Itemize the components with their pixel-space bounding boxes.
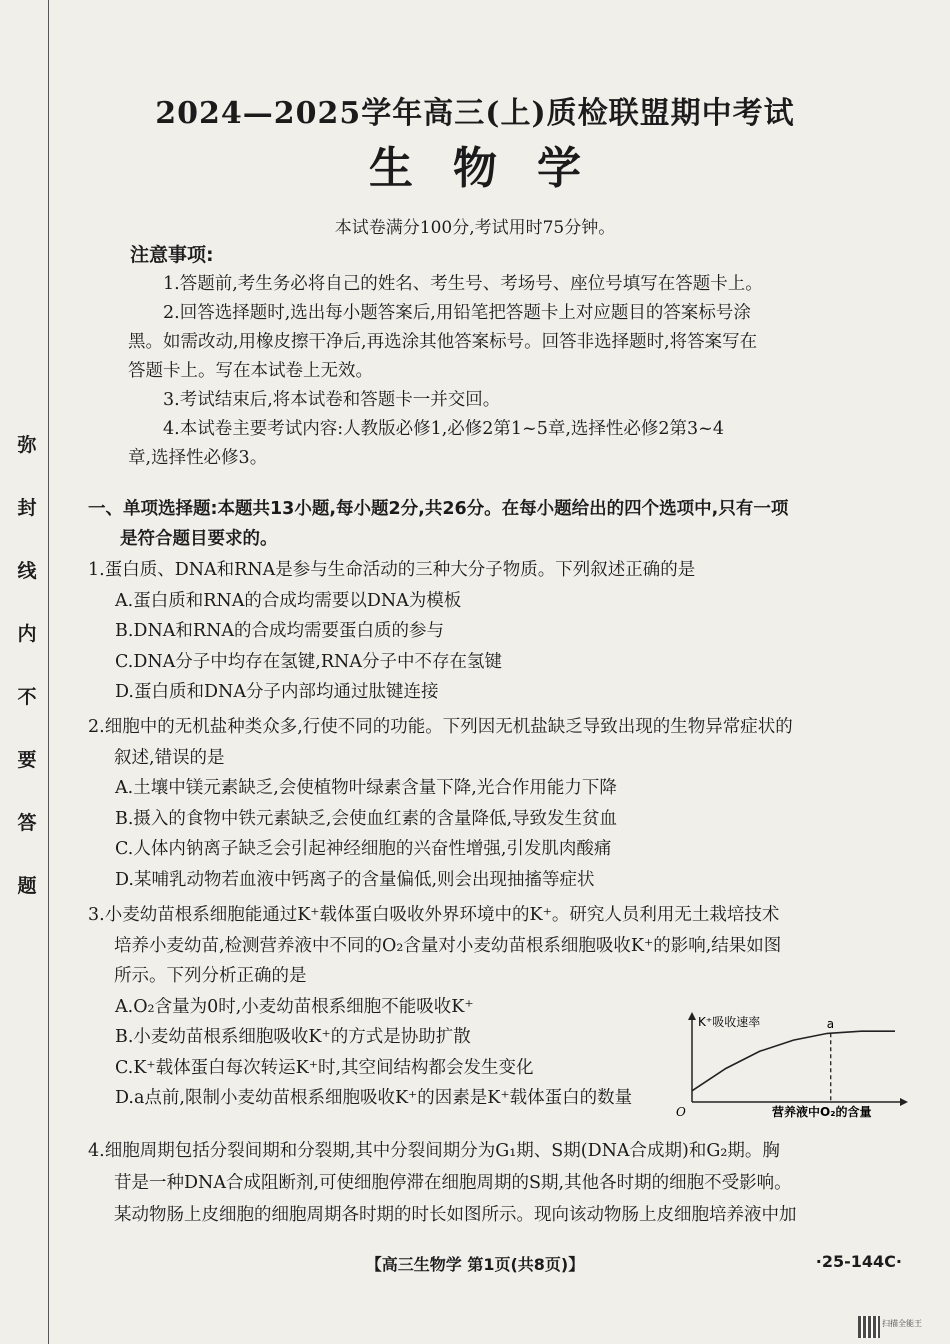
question-stem: 4.细胞周期包括分裂间期和分裂期,其中分裂间期分为G₁期、S期(DNA合成期)和G₂期。胸 xyxy=(88,1141,780,1161)
margin-char: 答 xyxy=(17,812,37,834)
option-d: D.a点前,限制小麦幼苗根系细胞吸收K⁺的因素是K⁺载体蛋白的数量 xyxy=(115,1088,633,1108)
option-b: B.DNA和RNA的合成均需要蛋白质的参与 xyxy=(115,621,445,641)
x-axis-label: 营养液中O₂的含量 xyxy=(772,1105,872,1119)
chart-svg xyxy=(670,1012,910,1120)
binding-margin-text xyxy=(12,430,42,898)
notes-heading: 注意事项: xyxy=(130,244,214,266)
option-c: C.DNA分子中均存在氢键,RNA分子中不存在氢键 xyxy=(115,651,502,672)
margin-char: 弥 xyxy=(17,434,37,456)
question-stem: 培养小麦幼苗,检测营养液中不同的O₂含量对小麦幼苗根系细胞吸收K⁺的影响,结果如图 xyxy=(114,935,782,956)
subject-title: 生物学 xyxy=(369,143,621,194)
option-c: C.K⁺载体蛋白每次转运K⁺时,其空间结构都会发生变化 xyxy=(115,1057,534,1078)
option-b: B.小麦幼苗根系细胞吸收K⁺的方式是协助扩散 xyxy=(115,1027,471,1047)
note-item: 2.回答选择题时,选出每小题答案后,用铅笔把答题卡上对应题目的答案标号涂 xyxy=(163,303,751,323)
margin-char: 要 xyxy=(17,749,37,771)
margin-char: 线 xyxy=(17,560,37,582)
x-axis-arrow xyxy=(900,1098,908,1106)
question-stem: 苷是一种DNA合成阻断剂,可使细胞停滞在细胞周期的S期,其他各时期的细胞不受影响。 xyxy=(114,1173,792,1193)
option-a: A.土壤中镁元素缺乏,会使植物叶绿素含量下降,光合作用能力下降 xyxy=(115,778,617,798)
question-stem: 3.小麦幼苗根系细胞能通过K⁺载体蛋白吸收外界环境中的K⁺。研究人员利用无土栽培技术 xyxy=(88,905,780,925)
scanner-watermark: 扫描全能王 xyxy=(882,1319,922,1328)
note-item: 答题卡上。写在本试卷上无效。 xyxy=(128,361,373,381)
y-axis-label: K⁺吸收速率 xyxy=(698,1015,761,1029)
option-c: C.人体内钠离子缺乏会引起神经细胞的兴奋性增强,引发肌肉酸痛 xyxy=(115,839,612,859)
k-uptake-chart xyxy=(670,1012,910,1120)
section-line: 是符合题目要求的。 xyxy=(120,529,278,549)
margin-char: 题 xyxy=(17,875,37,897)
question-2 xyxy=(88,712,908,895)
origin-label: O xyxy=(676,1105,686,1119)
question-4 xyxy=(88,1135,908,1231)
qr-code-icon xyxy=(858,1316,880,1338)
note-item: 黑。如需改动,用橡皮擦干净后,再选涂其他答案标号。回答非选择题时,将答案写在 xyxy=(128,332,758,352)
note-item: 章,选择性必修3。 xyxy=(128,448,268,468)
exam-info: 本试卷满分100分,考试用时75分钟。 xyxy=(334,218,616,238)
y-axis-arrow xyxy=(688,1012,696,1020)
option-a: A.蛋白质和RNA的合成均需要以DNA为模板 xyxy=(115,590,462,611)
question-stem: 所示。下列分析正确的是 xyxy=(114,966,307,986)
margin-char: 封 xyxy=(17,497,37,519)
note-item: 1.答题前,考生务必将自己的姓名、考生号、考场号、座位号填写在答题卡上。 xyxy=(163,274,763,294)
page-footer: 【高三生物学 第1页(共8页)】 xyxy=(365,1255,585,1274)
margin-char: 不 xyxy=(17,686,37,708)
notes-list xyxy=(128,270,868,473)
section-heading xyxy=(88,494,878,554)
section-line: 一、单项选择题:本题共13小题,每小题2分,共26分。在每小题给出的四个选项中,只有一项 xyxy=(88,499,789,519)
binding-line xyxy=(48,0,49,1344)
paper-code: ·25-144C· xyxy=(815,1252,902,1271)
question-stem: 叙述,错误的是 xyxy=(114,747,225,768)
question-stem: 某动物肠上皮细胞的细胞周期各时期的时长如图所示。现向该动物肠上皮细胞培养液中加 xyxy=(114,1205,797,1225)
margin-char: 内 xyxy=(17,623,37,645)
note-item: 4.本试卷主要考试内容:人教版必修1,必修2第1~5章,选择性必修2第3~4 xyxy=(163,419,724,439)
option-a: A.O₂含量为0时,小麦幼苗根系细胞不能吸收K⁺ xyxy=(115,996,474,1017)
option-d: D.蛋白质和DNA分子内部均通过肽键连接 xyxy=(115,682,439,702)
question-1 xyxy=(88,555,908,708)
question-stem: 1.蛋白质、DNA和RNA是参与生命活动的三种大分子物质。下列叙述正确的是 xyxy=(88,560,696,580)
option-b: B.摄入的食物中铁元素缺乏,会使血红素的含量降低,导致发生贫血 xyxy=(115,808,618,829)
point-a-label: a xyxy=(826,1017,835,1032)
option-d: D.某哺乳动物若血液中钙离子的含量偏低,则会出现抽搐等症状 xyxy=(115,869,595,890)
note-item: 3.考试结束后,将本试卷和答题卡一并交回。 xyxy=(163,390,501,410)
uptake-curve xyxy=(692,1031,895,1091)
question-stem: 2.细胞中的无机盐种类众多,行使不同的功能。下列因无机盐缺乏导致出现的生物异常症状的 xyxy=(88,717,793,737)
exam-title: 2024—2025学年高三(上)质检联盟期中考试 xyxy=(155,96,795,131)
